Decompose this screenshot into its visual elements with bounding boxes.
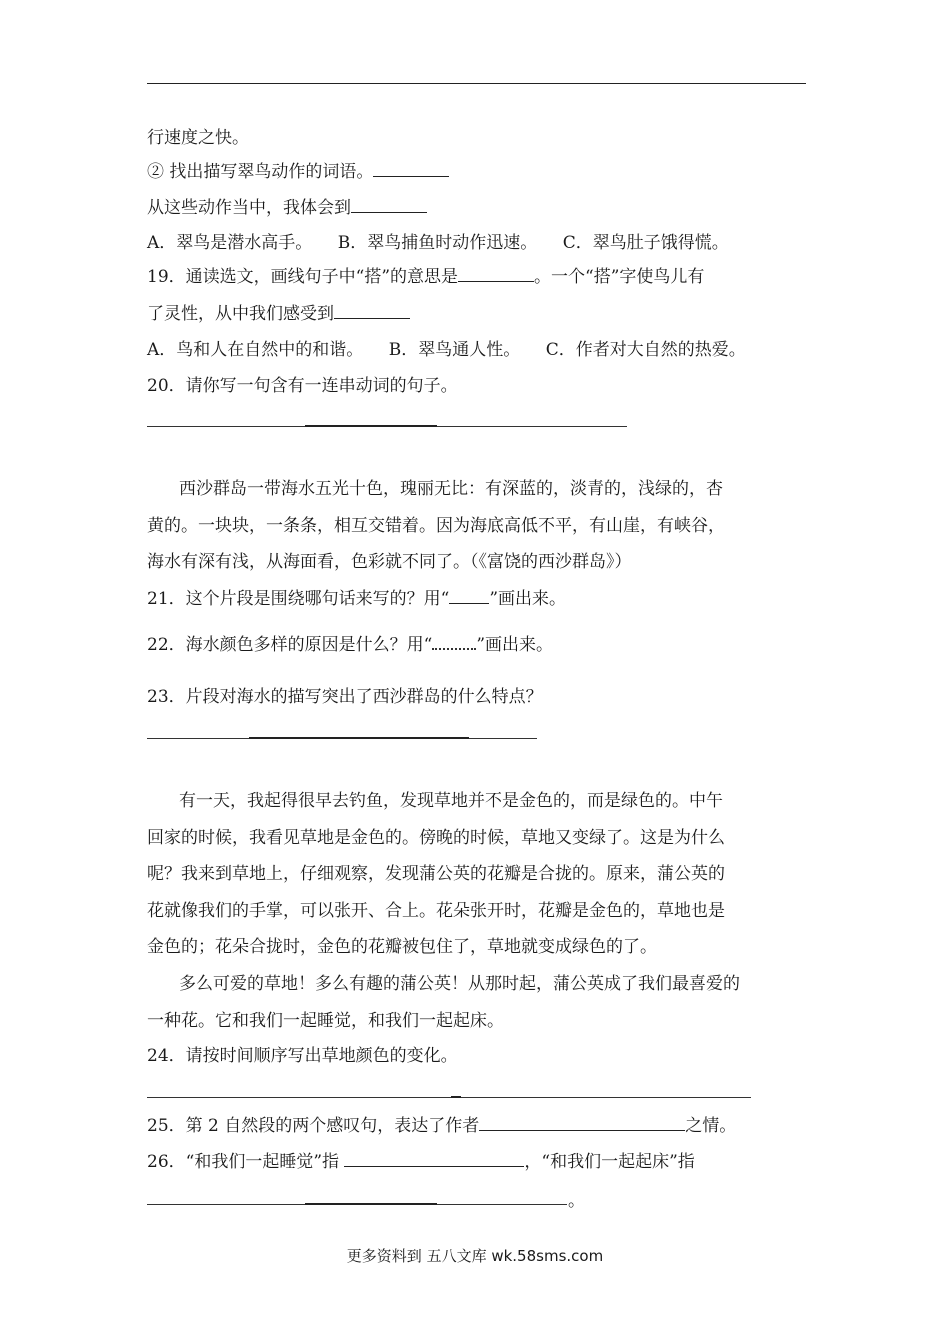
question-text: ”画出来。 [489,589,567,609]
question-line [147,303,410,325]
passage-line: 呢？我来到草地上，仔细观察，发现蒲公英的花瓣是合拢的。原来，蒲公英的 [147,864,725,884]
answer-line[interactable] [147,738,537,739]
passage-line: 金色的；花朵合拢时，金色的花瓣被包住了，草地就变成绿色的了。 [147,937,657,957]
answer-line-segment [305,1203,437,1205]
footer-text: 更多资料到 五八文库 wk.58sms.com [346,1247,604,1265]
answer-line-segment [305,425,437,427]
passage-line: 海水有深有浅，从海面看，色彩就不同了。（《富饶的西沙群岛》） [147,552,632,572]
end-punctuation: 。 [568,1191,585,1211]
question-25 [147,1115,736,1137]
answer-blank[interactable] [344,1151,524,1167]
question-text: 22．海水颜色多样的原因是什么？用“ [147,635,433,655]
header-rule [147,83,806,84]
question-21 [147,588,566,610]
text-line: 行速度之快。 [147,128,249,148]
question-20: 20．请你写一句含有一连串动词的句子。 [147,376,458,396]
question-23: 23．片段对海水的描写突出了西沙群岛的什么特点？ [147,687,543,707]
passage-line: 多么可爱的草地！多么有趣的蒲公英！从那时起，蒲公英成了我们最喜爱的 [179,974,740,994]
answer-blank[interactable] [334,303,410,319]
question-24: 24．请按时间顺序写出草地颜色的变化。 [147,1046,458,1066]
question-text: ”画出来。 [476,635,554,655]
question-text: 。一个“搭”字使鸟儿有 [534,267,705,287]
question-text: 21．这个片段是围绕哪句话来写的？用“ [147,589,450,609]
question-text: ，“和我们一起起床”指 [524,1152,695,1172]
question-text: 之情。 [685,1116,737,1136]
question-text: 从这些动作当中，我体会到 [147,198,351,218]
wavy-underline-mark [432,640,476,650]
passage-line: 有一天，我起得很早去钓鱼，发现草地并不是金色的，而是绿色的。中午 [179,791,723,811]
question-19 [147,266,704,288]
answer-line[interactable] [147,426,627,427]
answer-blank[interactable] [479,1115,685,1131]
question-22 [147,634,553,656]
question-text: 19．通读选文，画线句子中“搭”的意思是 [147,267,459,287]
answer-line[interactable] [147,1097,751,1098]
passage-line: 回家的时候，我看见草地是金色的。傍晚的时候，草地又变绿了。这是为什么 [147,828,725,848]
question-line [147,197,427,219]
passage-line: 黄的。一块块，一条条，相互交错着。因为海底高低不平，有山崖，有峡谷， [147,516,725,536]
answer-line[interactable] [147,1204,567,1205]
options-line: A．翠鸟是潜水高手。 B．翠鸟捕鱼时动作迅速。 C．翠鸟肚子饿得慌。 [147,233,729,253]
question-text: 26．“和我们一起睡觉”指 [147,1152,345,1172]
question-text: ② 找出描写翠鸟动作的词语。 [147,162,374,182]
passage-line: 西沙群岛一带海水五光十色，瑰丽无比：有深蓝的，淡青的，浅绿的，杏 [179,479,723,499]
question-line [147,161,449,183]
question-text: 25．第 2 自然段的两个感叹句，表达了作者 [147,1116,480,1136]
options-line: A．鸟和人在自然中的和谐。 B．翠鸟通人性。 C．作者对大自然的热爱。 [147,340,746,360]
answer-blank[interactable] [373,161,449,177]
question-26 [147,1151,695,1173]
passage-line: 一种花。它和我们一起睡觉，和我们一起起床。 [147,1011,504,1031]
question-text: 了灵性，从中我们感受到 [147,304,334,324]
answer-blank[interactable] [458,266,534,282]
passage-line: 花就像我们的手掌，可以张开、合上。花朵张开时，花瓣是金色的，草地也是 [147,901,725,921]
answer-line-segment [249,737,469,739]
answer-line-segment [451,1096,461,1098]
answer-blank[interactable] [351,197,427,213]
underline-mark [449,588,489,604]
